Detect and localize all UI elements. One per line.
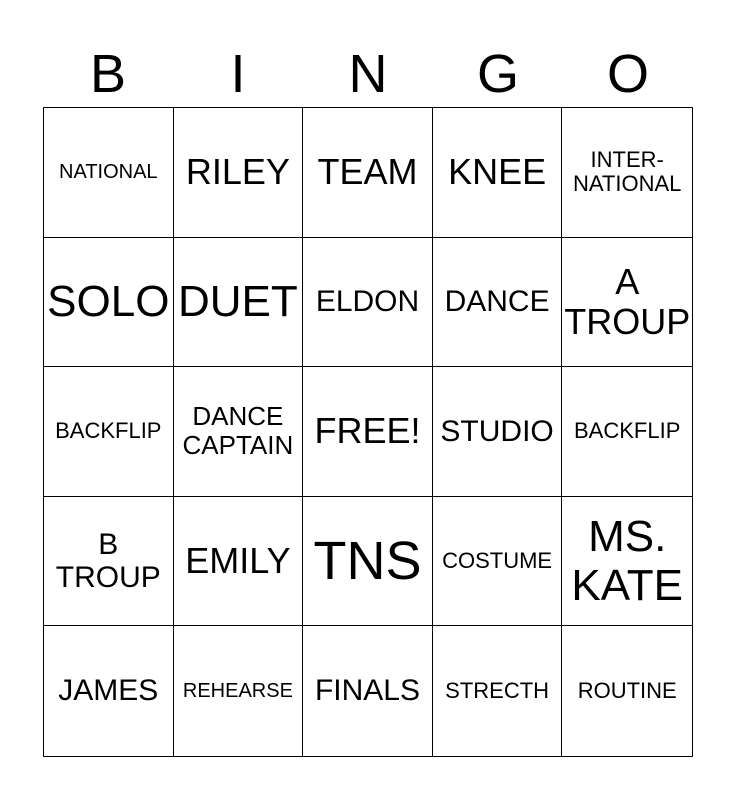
bingo-header	[43, 40, 693, 108]
cell-text: JAMES	[58, 674, 159, 708]
bingo-cell[interactable]	[174, 108, 304, 238]
cell-text: KNEE	[448, 151, 547, 193]
header-letter-o: O	[606, 44, 649, 104]
bingo-cell[interactable]	[44, 626, 174, 756]
cell-text: FINALS	[314, 674, 420, 708]
cell-text: INTER- NATIONAL	[573, 146, 682, 197]
bingo-cell[interactable]	[174, 238, 304, 368]
bingo-cell[interactable]	[303, 238, 433, 368]
cell-text: EMILY	[185, 539, 291, 581]
bingo-cell[interactable]	[303, 108, 433, 238]
bingo-cell[interactable]	[303, 367, 433, 497]
cell-text: DANCE	[444, 285, 550, 319]
cell-text: SOLO	[47, 277, 170, 327]
cell-text: BACKFLIP	[574, 418, 681, 444]
bingo-cell[interactable]	[562, 238, 692, 368]
header-letter-g: G	[476, 44, 519, 104]
bingo-cell[interactable]	[44, 497, 174, 627]
header-letter-n: N	[348, 44, 388, 104]
cell-text: ROUTINE	[577, 677, 677, 703]
header-letter-b: B	[89, 44, 127, 104]
cell-text: A TROUP	[564, 260, 691, 342]
bingo-cell[interactable]	[433, 497, 563, 627]
bingo-cell[interactable]	[174, 367, 304, 497]
cell-text: NATIONAL	[59, 161, 158, 184]
bingo-cell[interactable]	[174, 497, 304, 627]
cell-text: B TROUP	[55, 527, 161, 595]
bingo-cell[interactable]	[44, 238, 174, 368]
bingo-cell[interactable]	[433, 367, 563, 497]
cell-text: BACKFLIP	[55, 418, 162, 444]
cell-text: TNS	[313, 530, 422, 591]
cell-text: STUDIO	[440, 414, 554, 448]
bingo-cell[interactable]	[562, 497, 692, 627]
cell-text: TEAM	[317, 151, 418, 193]
bingo-cell[interactable]	[433, 238, 563, 368]
bingo-cell[interactable]	[562, 108, 692, 238]
cell-text: DUET	[178, 277, 298, 327]
bingo-cell[interactable]	[562, 626, 692, 756]
cell-text: REHEARSE	[182, 680, 293, 702]
bingo-board	[43, 107, 693, 757]
cell-text: COSTUME	[442, 547, 553, 573]
cell-text: DANCE CAPTAIN	[182, 401, 294, 461]
bingo-cell[interactable]	[433, 626, 563, 756]
bingo-cell[interactable]	[303, 497, 433, 627]
bingo-cell[interactable]	[44, 367, 174, 497]
cell-text: FREE!	[314, 410, 421, 452]
bingo-cell[interactable]	[174, 626, 304, 756]
cell-text: STRECTH	[445, 677, 550, 703]
bingo-cell[interactable]	[562, 367, 692, 497]
bingo-cell[interactable]	[44, 108, 174, 238]
cell-text: MS. KATE	[571, 511, 684, 611]
cell-text: RILEY	[185, 151, 290, 193]
bingo-cell[interactable]	[303, 626, 433, 756]
cell-text: ELDON	[315, 285, 420, 319]
bingo-cell[interactable]	[433, 108, 563, 238]
header-letter-i: I	[230, 44, 246, 104]
